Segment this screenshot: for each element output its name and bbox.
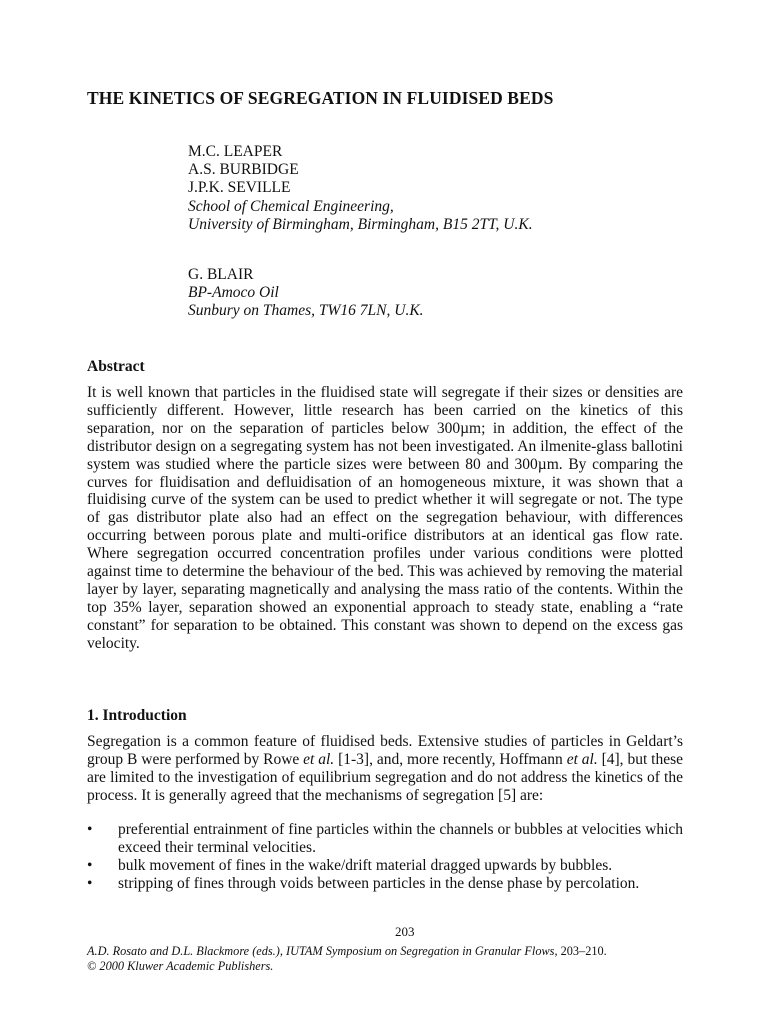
affiliation-line: Sunbury on Thames, TW16 7LN, U.K. xyxy=(188,302,424,320)
bullet-icon: • xyxy=(87,856,93,874)
page-number: 203 xyxy=(395,924,415,939)
mechanism-list xyxy=(87,821,683,893)
footer-pages: 203–210. xyxy=(557,944,607,958)
paper-title: THE KINETICS OF SEGREGATION IN FLUIDISED BEDS xyxy=(87,88,554,108)
abstract-text: It is well known that particles in the fluidised state will segregate if their sizes or densities are sufficiently different. However, little research has been carried on the kinetics of this separation, nor on the separation of particles below 300µm; in addition, the effect of the distributor design on a segregating system has not been investigated. An ilmenite-glass ballotini system was studied where the particle sizes were between 80 and 300µm. By comparing the curves for fluidisation and defluidisation of an homogeneous mixture, it was shown that a fluidising curve of the system can be used to predict whether it will segregate or not. The type of gas distributor plate also had an effect on the segregation behaviour, with differences occurring between porous plate and multi-orifice distributors at an identical gas flow rate. Where segregation occurred concentration profiles under various conditions were plotted against time to determine the behaviour of the bed. This was achieved by removing the material layer by layer, separating magnetically and analysing the mass ratio of the contents. Within the top 35% layer, separation showed an exponential approach to steady state, enabling a “rate constant” for separation to be obtained. This constant was shown to depend on the excess gas velocity. xyxy=(87,384,683,652)
author-line: M.C. LEAPER xyxy=(188,143,283,160)
footer-volume: IUTAM Symposium on Segregation in Granular Flows, xyxy=(286,944,558,958)
author-block-1 xyxy=(188,143,533,234)
intro-text-part: Segregation is a common feature of fluidised beds. Extensive studies of particles in Geldart’s group B were performed by Rowe xyxy=(87,733,683,768)
intro-text-part: [1-3], and, more recently, Hoffmann xyxy=(334,750,567,768)
list-item xyxy=(87,857,683,875)
list-item xyxy=(87,875,683,893)
author-line: J.P.K. SEVILLE xyxy=(188,179,291,197)
author-line: G. BLAIR xyxy=(188,266,254,283)
introduction-heading: 1. Introduction xyxy=(87,707,187,724)
author-line: A.S. BURBIDGE xyxy=(188,161,299,179)
affiliation-line: University of Birmingham, Birmingham, B15 2TT, U.K. xyxy=(188,215,533,233)
introduction-text xyxy=(87,733,683,805)
citation-line xyxy=(87,944,687,959)
author-block-2 xyxy=(188,266,424,321)
citation-footer xyxy=(87,944,687,974)
list-item-text: bulk movement of fines in the wake/drift material dragged upwards by bubbles. xyxy=(118,856,613,874)
intro-text-part: et al. xyxy=(566,750,598,768)
list-item-text: preferential entrainment of fine particles within the channels or bubbles at velocities which exceed their terminal velocities. xyxy=(118,821,683,856)
affiliation-line: School of Chemical Engineering, xyxy=(188,197,394,215)
list-item xyxy=(87,821,683,857)
intro-text-part: [4], but these are limited to the investigation of equilibrium segregation and do not address the kinetics of the process. It is generally agreed that the mechanisms of segregation [5] are: xyxy=(87,750,683,804)
footer-editors: A.D. Rosato and D.L. Blackmore (eds.), xyxy=(87,944,286,958)
affiliation-line: BP-Amoco Oil xyxy=(188,284,279,302)
list-item-text: stripping of fines through voids between particles in the dense phase by percolation. xyxy=(118,874,640,892)
bullet-icon: • xyxy=(87,874,93,892)
bullet-icon: • xyxy=(87,821,93,838)
copyright-line: © 2000 Kluwer Academic Publishers. xyxy=(87,959,274,973)
abstract-heading: Abstract xyxy=(87,358,145,375)
intro-text-part: et al. xyxy=(303,750,335,768)
